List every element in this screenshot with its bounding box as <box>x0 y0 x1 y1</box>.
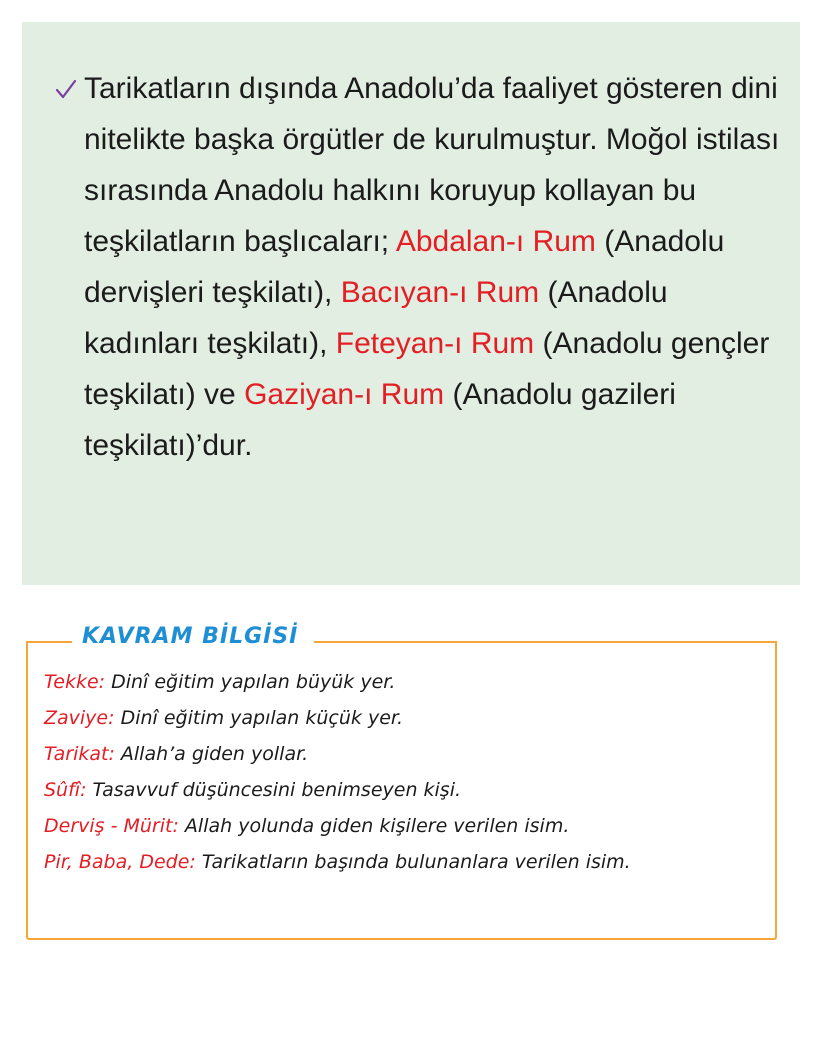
paragraph-text: (Anadolu kadınları teşkilatı), <box>84 276 668 360</box>
definition-text: Tarikatların başında bulunanlara verilen isim. <box>195 851 631 873</box>
definition-term: Sûfî: <box>44 779 87 801</box>
paragraph-text: (Anadolu gençler teşkilatı) ve <box>84 327 770 411</box>
definition-item <box>44 808 772 844</box>
box-border-top-left <box>26 641 72 643</box>
definition-item <box>44 844 772 880</box>
definition-item <box>44 700 772 736</box>
definition-text: Tasavvuf düşüncesini benimseyen kişi. <box>86 779 462 801</box>
paragraph-text: (Anadolu dervişleri teşkilatı), <box>84 225 725 309</box>
definition-term: Tekke: <box>44 671 106 693</box>
highlighted-term: Bacıyan-ı Rum <box>340 276 540 309</box>
info-panel <box>22 22 800 585</box>
definition-item <box>44 772 772 808</box>
definition-term: Tarikat: <box>44 743 115 765</box>
concept-box <box>26 624 777 940</box>
definition-text: Dinî eğitim yapılan büyük yer. <box>105 671 396 693</box>
definition-text: Dinî eğitim yapılan küçük yer. <box>114 707 403 729</box>
definition-term: Zaviye: <box>44 707 115 729</box>
concept-box-title: KAVRAM BİLGİSİ <box>78 622 302 652</box>
definition-term: Derviş - Mürit: <box>44 815 179 837</box>
definition-item <box>44 664 772 700</box>
definition-list <box>44 664 772 880</box>
definition-term: Pir, Baba, Dede: <box>44 851 196 873</box>
highlighted-term: Abdalan-ı Rum <box>395 225 596 258</box>
definition-text: Allah yolunda giden kişilere verilen isim. <box>178 815 570 837</box>
definition-item <box>44 736 772 772</box>
checkmark-icon <box>55 78 77 100</box>
box-border-top-right <box>314 641 777 643</box>
info-paragraph <box>84 63 789 471</box>
highlighted-term: Feteyan-ı Rum <box>335 327 535 360</box>
paragraph-text: Tarikatların dışında Anadolu’da faaliyet gösteren dini nitelikte başka örgütler de kurulmuştur. Moğol istilası sırasında Anadolu halkını koruyup kollayan bu teşkilatların başlıcaları; <box>84 72 780 258</box>
highlighted-term: Gaziyan-ı Rum <box>244 378 445 411</box>
paragraph-text: (Anadolu gazileri teşkilatı)’dur. <box>84 378 676 462</box>
definition-text: Allah’a giden yollar. <box>114 743 309 765</box>
